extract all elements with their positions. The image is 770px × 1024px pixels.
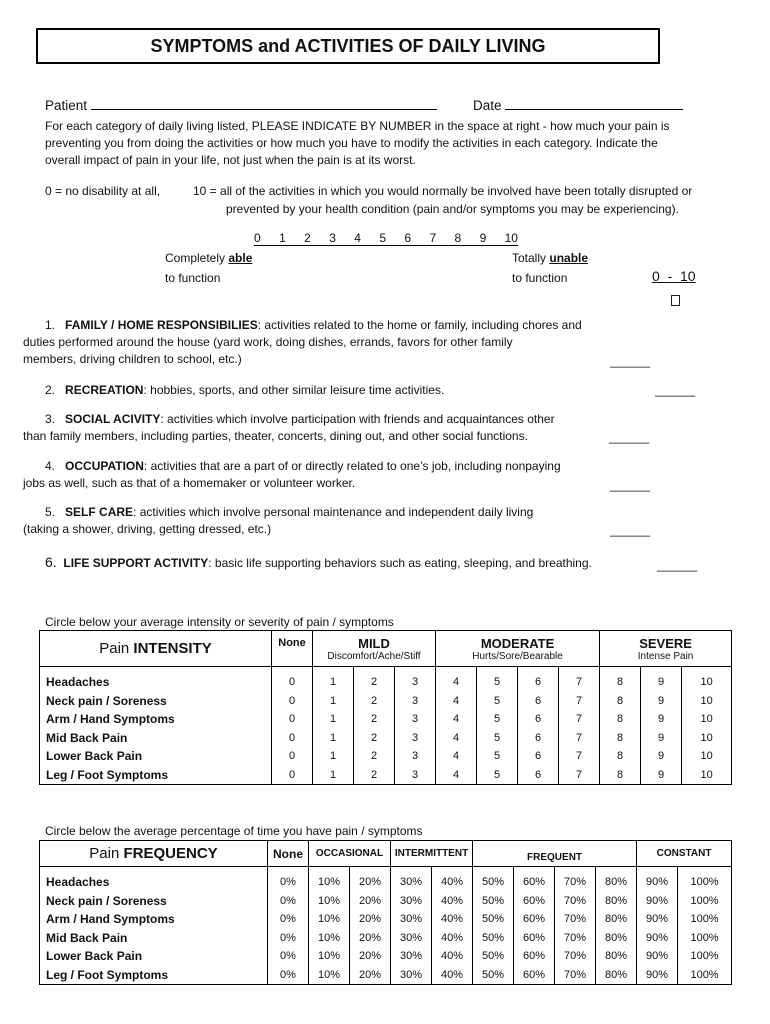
category-number: 6.: [45, 554, 57, 570]
intensity-option[interactable]: 8: [600, 747, 641, 766]
frequency-row: [40, 910, 732, 929]
intensity-option[interactable]: 3: [395, 692, 436, 711]
intensity-option[interactable]: 5: [477, 667, 518, 692]
frequency-option[interactable]: 40%: [432, 867, 473, 892]
symptom-label: Lower Back Pain: [40, 747, 272, 766]
intensity-option[interactable]: 6: [518, 747, 559, 766]
none-header: None: [272, 631, 313, 667]
frequency-option[interactable]: 20%: [350, 867, 391, 892]
frequency-option[interactable]: 80%: [596, 867, 637, 892]
category-name: FAMILY / HOME RESPONSIBILIES: [65, 318, 258, 332]
intensity-option[interactable]: 10: [682, 710, 732, 729]
frequency-row: [40, 966, 732, 985]
scale-right-pre: Totally: [512, 251, 550, 265]
intensity-option[interactable]: 2: [354, 692, 395, 711]
intensity-option[interactable]: 4: [436, 747, 477, 766]
frequency-option[interactable]: 60%: [514, 910, 555, 929]
scale-number: 8: [454, 231, 462, 245]
intensity-option[interactable]: 5: [477, 729, 518, 748]
scale-number: 5: [379, 231, 386, 245]
frequency-option[interactable]: 70%: [555, 867, 596, 892]
frequency-option[interactable]: 100%: [678, 910, 732, 929]
pain-prefix: Pain: [89, 845, 124, 862]
date-field[interactable]: [505, 97, 683, 110]
intensity-option[interactable]: 7: [559, 747, 600, 766]
scale-ten-def: 10 = all of the activities in which you would normally be involved have been totally disrupted or: [193, 184, 693, 198]
frequency-option[interactable]: 80%: [596, 929, 637, 948]
checkbox[interactable]: [671, 295, 680, 306]
range-label: 0 - 10: [652, 268, 696, 284]
intensity-option[interactable]: 10: [682, 729, 732, 748]
intensity-row: [40, 667, 732, 692]
category-desc: : activities which involve personal maintenance and independent daily living: [133, 505, 534, 519]
category-recreation: [45, 382, 444, 399]
intensity-option[interactable]: 6: [518, 710, 559, 729]
intensity-option[interactable]: 1: [313, 710, 354, 729]
answer-blank-occupation[interactable]: ______: [610, 478, 651, 492]
symptom-label: Headaches: [40, 667, 272, 692]
date-row: [473, 97, 683, 113]
intensity-option[interactable]: 2: [354, 729, 395, 748]
answer-blank-self-care[interactable]: ______: [610, 523, 651, 537]
form-title: SYMPTOMS and ACTIVITIES OF DAILY LIVING: [36, 28, 660, 64]
answer-blank-social[interactable]: ______: [609, 430, 650, 444]
frequency-option[interactable]: 60%: [514, 892, 555, 911]
scale-right-label: [512, 250, 588, 287]
intensity-option[interactable]: 0: [272, 729, 313, 748]
frequency-option[interactable]: 100%: [678, 947, 732, 966]
frequency-option[interactable]: 0%: [268, 966, 309, 985]
intensity-option[interactable]: 6: [518, 692, 559, 711]
symptom-label: Leg / Foot Symptoms: [40, 966, 268, 985]
intensity-option[interactable]: 9: [641, 729, 682, 748]
scale-number: 2: [304, 231, 311, 245]
frequency-option[interactable]: 0%: [268, 947, 309, 966]
frequency-option[interactable]: 20%: [350, 947, 391, 966]
intensity-option[interactable]: 2: [354, 710, 395, 729]
patient-row: [45, 97, 437, 113]
category-desc: duties performed around the house (yard work, doing dishes, errands, favors for other family: [23, 335, 513, 349]
category-desc: : activities that are a part of or directly related to one’s job, including nonpaying: [143, 459, 561, 473]
frequency-option[interactable]: 30%: [391, 929, 432, 948]
intensity-option[interactable]: 0: [272, 667, 313, 692]
category-desc: : hobbies, sports, and other similar leisure time activities.: [143, 383, 445, 397]
frequency-option[interactable]: 60%: [514, 867, 555, 892]
frequency-option[interactable]: 10%: [309, 867, 350, 892]
intensity-option[interactable]: 7: [559, 692, 600, 711]
scale-right-line2: to function: [512, 271, 568, 285]
intensity-option[interactable]: 1: [313, 747, 354, 766]
intensity-option[interactable]: 9: [641, 766, 682, 785]
category-desc: : activities which involve participation with friends and acquaintances other: [160, 412, 555, 426]
category-name: RECREATION: [65, 383, 144, 397]
frequency-option[interactable]: 40%: [432, 966, 473, 985]
mild-sub: Discomfort/Ache/Stiff: [327, 650, 421, 662]
frequency-option[interactable]: 30%: [391, 966, 432, 985]
scale-number: 3: [329, 231, 336, 245]
intensity-row: [40, 729, 732, 748]
intensity-option[interactable]: 7: [559, 667, 600, 692]
scale-number: 7: [429, 231, 437, 245]
frequency-option[interactable]: 20%: [350, 892, 391, 911]
frequency-option[interactable]: 70%: [555, 947, 596, 966]
intensity-option[interactable]: 10: [682, 692, 732, 711]
date-label: Date: [473, 98, 502, 113]
frequency-option[interactable]: 100%: [678, 867, 732, 892]
pain-prefix: Pain: [99, 640, 134, 657]
intensity-option[interactable]: 1: [313, 729, 354, 748]
frequency-option[interactable]: 40%: [432, 892, 473, 911]
moderate-label: MODERATE: [480, 635, 555, 651]
intensity-option[interactable]: 1: [313, 766, 354, 785]
intensity-option[interactable]: 7: [559, 766, 600, 785]
instruction-line: overall impact of pain in your life, not just when the pain is at its worst.: [45, 153, 416, 167]
intensity-option[interactable]: 6: [518, 766, 559, 785]
category-life-support: [45, 554, 592, 572]
scale-number: 9: [479, 231, 487, 245]
frequency-option[interactable]: 50%: [473, 966, 514, 985]
intensity-option[interactable]: 1: [313, 667, 354, 692]
frequency-option[interactable]: 90%: [637, 966, 678, 985]
intensity-option[interactable]: 0: [272, 766, 313, 785]
frequency-option[interactable]: 80%: [596, 947, 637, 966]
intensity-option[interactable]: 8: [600, 692, 641, 711]
intensity-option[interactable]: 2: [354, 667, 395, 692]
scale-number: 10: [504, 231, 518, 245]
intensity-option[interactable]: 4: [436, 667, 477, 692]
severe-sub: Intense Pain: [637, 650, 694, 662]
frequency-option[interactable]: 100%: [678, 929, 732, 948]
intensity-option[interactable]: 9: [641, 747, 682, 766]
answer-blank-recreation[interactable]: ______: [655, 383, 696, 397]
frequency-option[interactable]: 20%: [350, 966, 391, 985]
scale-number: 6: [404, 231, 412, 245]
frequency-option[interactable]: 50%: [473, 867, 514, 892]
mild-label: MILD: [358, 635, 390, 651]
frequency-option[interactable]: 40%: [432, 929, 473, 948]
frequency-option[interactable]: 10%: [309, 892, 350, 911]
intensity-option[interactable]: 9: [641, 710, 682, 729]
intensity-row: [40, 710, 732, 729]
intensity-option[interactable]: 6: [518, 667, 559, 692]
severe-label: SEVERE: [639, 635, 692, 651]
frequency-option[interactable]: 90%: [637, 867, 678, 892]
category-desc: than family members, including parties, theater, concerts, dining out, and other social functions.: [23, 429, 528, 443]
frequency-option[interactable]: 50%: [473, 947, 514, 966]
frequency-option[interactable]: 30%: [391, 867, 432, 892]
frequency-option[interactable]: 10%: [309, 929, 350, 948]
scale-right-emphasis: unable: [549, 251, 589, 265]
symptom-label: Lower Back Pain: [40, 947, 268, 966]
symptom-label: Mid Back Pain: [40, 729, 272, 748]
moderate-sub: Hurts/Sore/Bearable: [472, 650, 563, 662]
severe-header: [600, 631, 732, 667]
instruction-line: preventing you from doing the activities or how much you have to modify the activities in each category. Indicate the: [45, 136, 658, 150]
frequency-row: [40, 929, 732, 948]
symptom-label: Neck pain / Soreness: [40, 892, 268, 911]
frequency-option[interactable]: 90%: [637, 947, 678, 966]
intensity-header-label: [40, 631, 272, 667]
symptom-label: Headaches: [40, 867, 268, 892]
intensity-option[interactable]: 5: [477, 766, 518, 785]
intensity-option[interactable]: 0: [272, 692, 313, 711]
intensity-row: [40, 747, 732, 766]
intensity-option[interactable]: 9: [641, 667, 682, 692]
intensity-option[interactable]: 4: [436, 692, 477, 711]
frequency-option[interactable]: 10%: [309, 910, 350, 929]
intensity-option[interactable]: 3: [395, 766, 436, 785]
intermittent-header: INTERMITTENT: [391, 841, 473, 867]
mild-header: [313, 631, 436, 667]
constant-header: CONSTANT: [637, 841, 732, 867]
answer-blank-family[interactable]: ______: [610, 354, 651, 368]
intensity-option[interactable]: 5: [477, 692, 518, 711]
intensity-option[interactable]: 3: [395, 747, 436, 766]
intensity-option[interactable]: 0: [272, 710, 313, 729]
frequency-option[interactable]: 30%: [391, 910, 432, 929]
scale-left-pre: Completely: [165, 251, 229, 265]
intensity-option[interactable]: 3: [395, 710, 436, 729]
frequency-option[interactable]: 70%: [555, 929, 596, 948]
frequency-option[interactable]: 0%: [268, 929, 309, 948]
category-number: 2.: [45, 383, 56, 397]
frequency-option[interactable]: 80%: [596, 892, 637, 911]
frequency-option[interactable]: 10%: [309, 966, 350, 985]
symptom-label: Leg / Foot Symptoms: [40, 766, 272, 785]
intensity-option[interactable]: 10: [682, 747, 732, 766]
intensity-option[interactable]: 8: [600, 766, 641, 785]
patient-field[interactable]: [91, 97, 437, 110]
intensity-row: [40, 766, 732, 785]
frequency-option[interactable]: 30%: [391, 892, 432, 911]
intensity-option[interactable]: 8: [600, 710, 641, 729]
frequency-option[interactable]: 100%: [678, 892, 732, 911]
symptom-label: Arm / Hand Symptoms: [40, 710, 272, 729]
pain-type: INTENSITY: [133, 640, 212, 657]
frequency-option[interactable]: 50%: [473, 892, 514, 911]
category-number: 5.: [45, 505, 56, 519]
intensity-option[interactable]: 10: [682, 766, 732, 785]
frequency-option[interactable]: 70%: [555, 892, 596, 911]
none-header: None: [268, 841, 309, 867]
frequency-option[interactable]: 80%: [596, 966, 637, 985]
frequency-option[interactable]: 50%: [473, 910, 514, 929]
intensity-option[interactable]: 9: [641, 692, 682, 711]
scale-number: 0: [254, 231, 261, 245]
instructions: [45, 118, 745, 169]
frequency-row: [40, 947, 732, 966]
patient-label: Patient: [45, 98, 88, 113]
frequency-table: [39, 840, 732, 985]
frequency-option[interactable]: 70%: [555, 910, 596, 929]
frequency-option[interactable]: 20%: [350, 910, 391, 929]
scale-ten-def-cont: prevented by your health condition (pain and/or symptoms you may be experiencing).: [226, 202, 679, 216]
frequency-caption: Circle below the average percentage of time you have pain / symptoms: [45, 824, 423, 838]
frequency-option[interactable]: 50%: [473, 929, 514, 948]
category-number: 4.: [45, 459, 56, 473]
intensity-option[interactable]: 5: [477, 710, 518, 729]
frequency-option[interactable]: 90%: [637, 910, 678, 929]
intensity-option[interactable]: 3: [395, 729, 436, 748]
frequency-option[interactable]: 0%: [268, 910, 309, 929]
frequency-header-label: [40, 841, 268, 867]
intensity-option[interactable]: 7: [559, 729, 600, 748]
frequent-header: FREQUENT: [473, 841, 637, 867]
scale-left-emphasis: able: [228, 251, 253, 265]
category-number: 1.: [45, 318, 56, 332]
intensity-header-row: [40, 631, 732, 667]
category-desc: : activities related to the home or family, including chores and: [257, 318, 582, 332]
intensity-option[interactable]: 6: [518, 729, 559, 748]
intensity-option[interactable]: 4: [436, 710, 477, 729]
frequency-option[interactable]: 0%: [268, 892, 309, 911]
intensity-row: [40, 692, 732, 711]
intensity-option[interactable]: 2: [354, 747, 395, 766]
frequency-option[interactable]: 60%: [514, 929, 555, 948]
scale-numbers: [254, 232, 518, 246]
category-desc: jobs as well, such as that of a homemaker or volunteer worker.: [23, 476, 356, 490]
category-name: OCCUPATION: [65, 459, 144, 473]
intensity-option[interactable]: 8: [600, 667, 641, 692]
frequency-option[interactable]: 60%: [514, 947, 555, 966]
moderate-header: [436, 631, 600, 667]
intensity-option[interactable]: 10: [682, 667, 732, 692]
frequency-header-row: [40, 841, 732, 867]
frequency-option[interactable]: 90%: [637, 892, 678, 911]
frequency-row: [40, 867, 732, 892]
intensity-option[interactable]: 0: [272, 747, 313, 766]
intensity-option[interactable]: 8: [600, 729, 641, 748]
frequency-option[interactable]: 80%: [596, 910, 637, 929]
frequency-option[interactable]: 0%: [268, 867, 309, 892]
frequency-option[interactable]: 40%: [432, 947, 473, 966]
frequency-option[interactable]: 100%: [678, 966, 732, 985]
pain-type: FREQUENCY: [123, 845, 218, 862]
intensity-option[interactable]: 7: [559, 710, 600, 729]
scale-left-label: [165, 250, 252, 287]
intensity-option[interactable]: 3: [395, 667, 436, 692]
answer-blank-life-support[interactable]: ______: [657, 558, 698, 572]
scale-number: 4: [354, 231, 361, 245]
category-desc: members, driving children to school, etc.): [23, 352, 242, 366]
occasional-header: OCCASIONAL: [309, 841, 391, 867]
intensity-option[interactable]: 2: [354, 766, 395, 785]
category-name: LIFE SUPPORT ACTIVITY: [63, 556, 209, 570]
scale-zero-def: 0 = no disability at all,: [45, 184, 161, 198]
category-name: SOCIAL ACIVITY: [65, 412, 161, 426]
scale-left-line2: to function: [165, 271, 221, 285]
frequency-row: [40, 892, 732, 911]
intensity-table: [39, 630, 732, 785]
frequency-option[interactable]: 10%: [309, 947, 350, 966]
symptom-label: Arm / Hand Symptoms: [40, 910, 268, 929]
category-number: 3.: [45, 412, 56, 426]
scale-number: 1: [279, 231, 286, 245]
category-desc: (taking a shower, driving, getting dressed, etc.): [23, 522, 272, 536]
frequency-option[interactable]: 60%: [514, 966, 555, 985]
intensity-option[interactable]: 4: [436, 729, 477, 748]
symptom-label: Mid Back Pain: [40, 929, 268, 948]
frequency-option[interactable]: 90%: [637, 929, 678, 948]
category-name: SELF CARE: [65, 505, 134, 519]
intensity-option[interactable]: 1: [313, 692, 354, 711]
intensity-caption: Circle below your average intensity or severity of pain / symptoms: [45, 615, 394, 629]
frequency-option[interactable]: 70%: [555, 966, 596, 985]
category-desc: : basic life supporting behaviors such as eating, sleeping, and breathing.: [208, 556, 592, 570]
symptom-label: Neck pain / Soreness: [40, 692, 272, 711]
frequency-option[interactable]: 20%: [350, 929, 391, 948]
intensity-option[interactable]: 4: [436, 766, 477, 785]
frequency-option[interactable]: 40%: [432, 910, 473, 929]
frequency-option[interactable]: 30%: [391, 947, 432, 966]
instruction-line: For each category of daily living listed, PLEASE INDICATE BY NUMBER in the space at right - how much your pain is: [45, 119, 670, 133]
intensity-option[interactable]: 5: [477, 747, 518, 766]
